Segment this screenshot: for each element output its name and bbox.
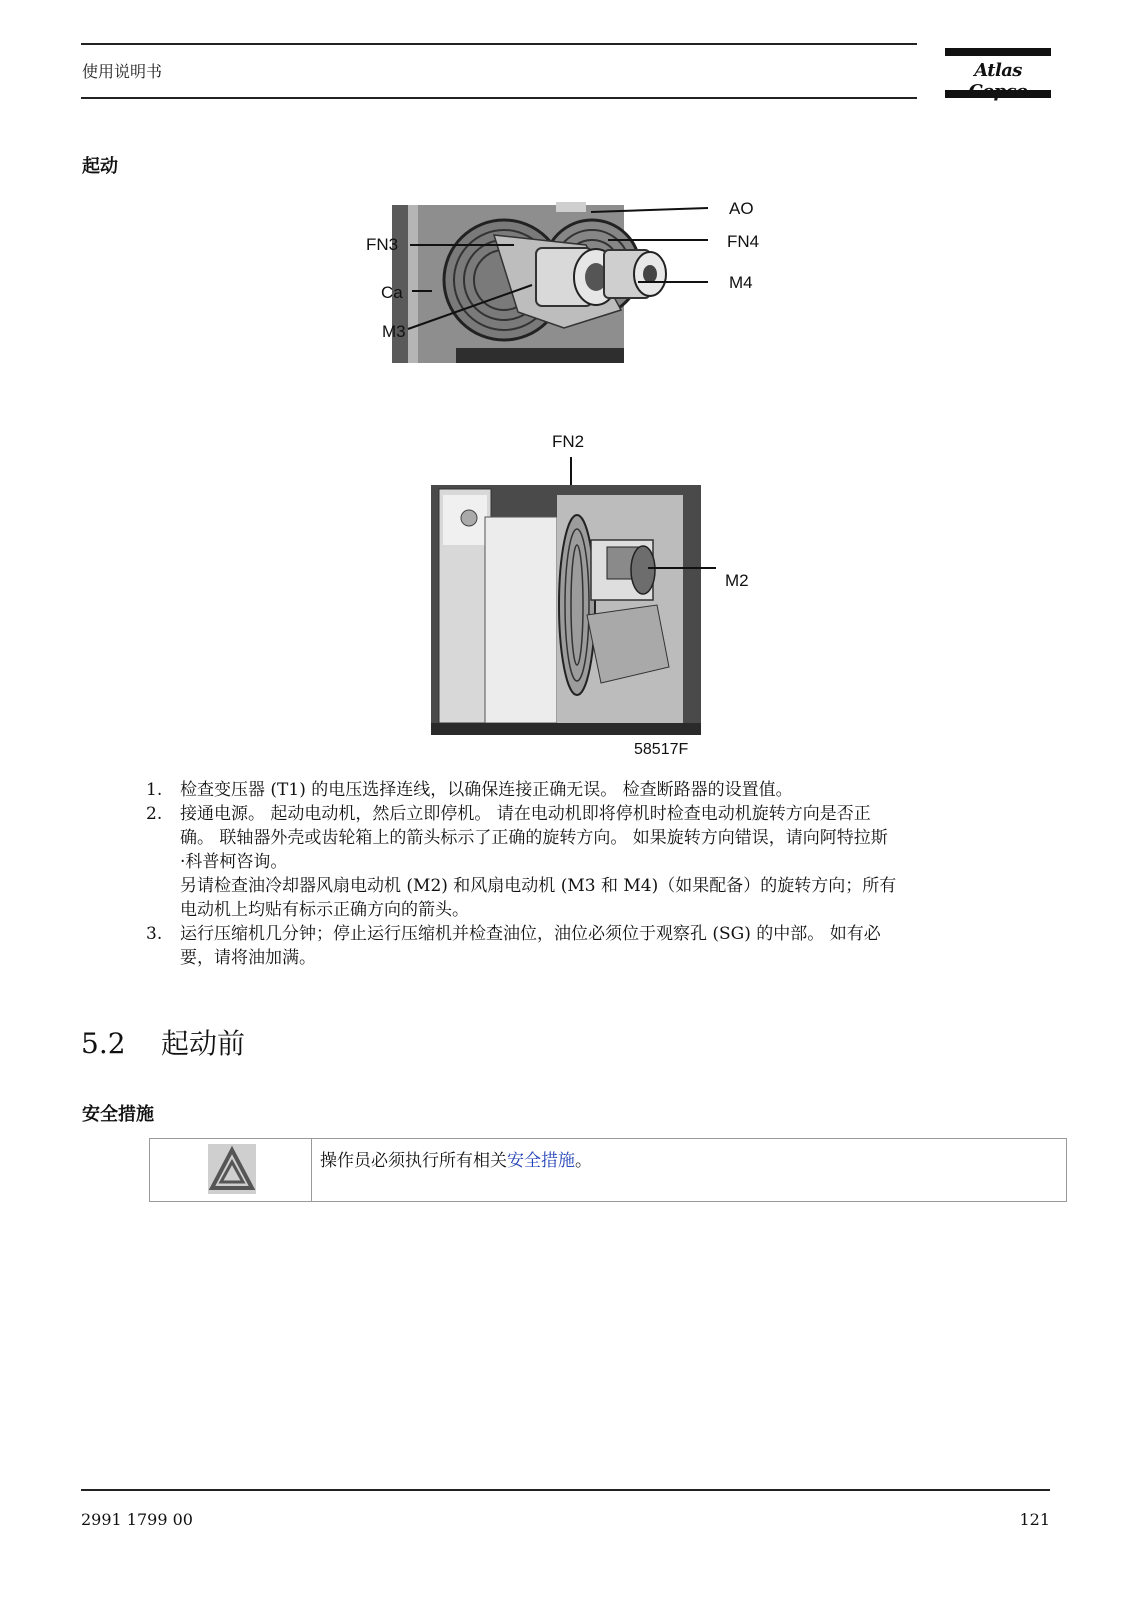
step-2 <box>146 802 1058 922</box>
figure-fan-motor-photo <box>386 200 766 365</box>
step-text: 电动机上均贴有标示正确方向的箭头。 <box>180 900 469 920</box>
label-fn3: FN3 <box>366 235 399 254</box>
step-text: 另请检查油冷却器风扇电动机 (M2) 和风扇电动机 (M3 和 M4)（如果配备）的旋转方向；所有 <box>180 876 897 896</box>
safety-text <box>320 1146 592 1171</box>
step-3 <box>146 922 1058 970</box>
step-text: 要，请将油加满。 <box>180 948 316 968</box>
section-number: 5.2 <box>81 1027 126 1060</box>
label-fn4: FN4 <box>727 232 760 251</box>
step-text: 接通电源。 起动电动机，然后立即停机。 请在电动机即将停机时检查电动机旋转方向是否正 <box>180 804 871 824</box>
step-number: 1. <box>146 780 163 800</box>
label-m3: M3 <box>382 322 406 341</box>
safety-measures-link[interactable]: 安全措施 <box>507 1151 575 1171</box>
step-1 <box>146 778 1058 802</box>
step-number: 3. <box>146 924 163 944</box>
footer-page-number: 121 <box>1019 1510 1050 1529</box>
label-ca: Ca <box>381 283 403 302</box>
footer-rule <box>81 1489 1050 1491</box>
section-5-2-heading <box>81 1022 245 1062</box>
safety-text-after: 。 <box>575 1151 592 1171</box>
warning-triangle-icon <box>208 1144 256 1194</box>
safety-heading: 安全措施 <box>82 1104 154 1125</box>
section-heading-start: 起动 <box>82 156 118 177</box>
section-title: 起动前 <box>161 1027 246 1060</box>
label-m2: M2 <box>725 571 749 590</box>
safety-icon-cell <box>150 1139 312 1201</box>
header-title: 使用说明书 <box>82 62 163 81</box>
logo-text: Atlas <box>974 60 1022 81</box>
step-text: 运行压缩机几分钟；停止运行压缩机并检查油位，油位必须位于观察孔 (SG) 的中部。 如有必 <box>180 924 881 944</box>
step-text: 检查变压器 (T1) 的电压选择连线，以确保连接正确无误。 检查断路器的设置值。 <box>180 780 793 800</box>
atlas-copco-logo <box>945 48 1051 100</box>
startup-steps-list <box>146 778 1058 970</box>
safety-table <box>149 1138 1067 1202</box>
footer-doc-number: 2991 1799 00 <box>81 1510 193 1529</box>
figure-oil-cooler-photo <box>429 455 729 735</box>
label-ao: AO <box>729 199 754 218</box>
step-number: 2. <box>146 804 163 824</box>
safety-text-before: 操作员必须执行所有相关 <box>320 1151 507 1171</box>
step-text: ·科普柯咨询。 <box>180 852 288 872</box>
label-m4: M4 <box>729 273 753 292</box>
step-text: 确。 联轴器外壳或齿轮箱上的箭头标示了正确的旋转方向。 如果旋转方向错误，请向阿特拉斯 <box>180 828 888 848</box>
figure-code: 58517F <box>634 741 689 758</box>
header-bottom-rule <box>81 97 917 99</box>
header-top-rule <box>81 43 917 45</box>
label-fn2: FN2 <box>552 432 585 451</box>
